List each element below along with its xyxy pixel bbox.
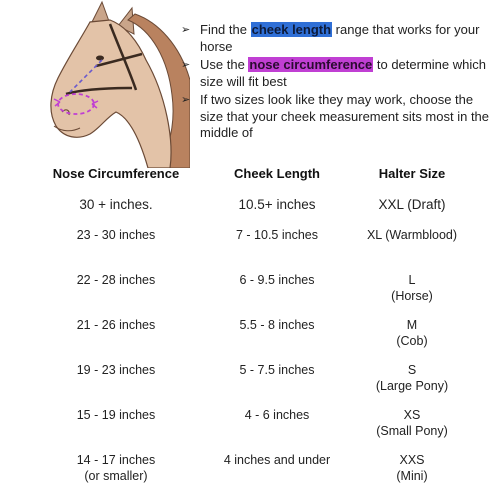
halter-value: XL (Warmblood) bbox=[366, 228, 458, 242]
cheek-value: 6 - 9.5 inches bbox=[239, 273, 315, 287]
nose-value: 23 - 30 inches bbox=[76, 228, 156, 242]
nose-value: 22 - 28 inches bbox=[76, 273, 156, 287]
header-halter-size: Halter Size bbox=[378, 166, 446, 181]
cheek-value: 5.5 - 8 inches bbox=[239, 318, 315, 332]
arrow-bullet-icon: ➢ bbox=[181, 59, 191, 71]
cheek-value: 4 - 6 inches bbox=[244, 408, 310, 422]
instruction-item: ➢ If two sizes look like they may work, choose the size that your cheek measurement sits most in the middle of bbox=[181, 92, 490, 140]
header-nose-circumference: Nose Circumference bbox=[52, 166, 180, 181]
cheek-value: 10.5+ inches bbox=[238, 197, 316, 212]
nose-value: 30 + inches. bbox=[79, 197, 153, 212]
header-cheek-length: Cheek Length bbox=[234, 166, 320, 181]
nose-value: 15 - 19 inches bbox=[76, 408, 156, 422]
halter-value: L (Horse) bbox=[391, 273, 433, 303]
cheek-value: 5 - 7.5 inches bbox=[239, 363, 315, 377]
arrow-bullet-icon: ➢ bbox=[181, 24, 191, 36]
instruction-item: ➢ Use the nose circumference to determine which size will fit best bbox=[181, 57, 486, 89]
cheek-value: 4 inches and under bbox=[223, 453, 331, 467]
halter-value: XS (Small Pony) bbox=[376, 408, 448, 438]
halter-value: S (Large Pony) bbox=[375, 363, 449, 393]
instruction-item: ➢ Find the cheek length range that works for your horse bbox=[181, 22, 480, 54]
halter-value: XXS (Mini) bbox=[396, 453, 428, 483]
horse-head-illustration bbox=[40, 0, 190, 168]
cheek-value: 7 - 10.5 inches bbox=[236, 228, 318, 242]
nose-value: 19 - 23 inches bbox=[76, 363, 156, 377]
nose-value: 14 - 17 inches (or smaller) bbox=[76, 453, 156, 483]
nose-value: 21 - 26 inches bbox=[76, 318, 156, 332]
arrow-bullet-icon: ➢ bbox=[181, 94, 191, 106]
halter-value: XXL (Draft) bbox=[378, 197, 446, 212]
size-table-header bbox=[0, 166, 500, 186]
halter-value: M (Cob) bbox=[396, 318, 428, 348]
instructions-list bbox=[181, 22, 491, 144]
nose-circumference-highlight: nose circumference bbox=[249, 57, 373, 72]
cheek-length-highlight: cheek length bbox=[251, 22, 332, 37]
